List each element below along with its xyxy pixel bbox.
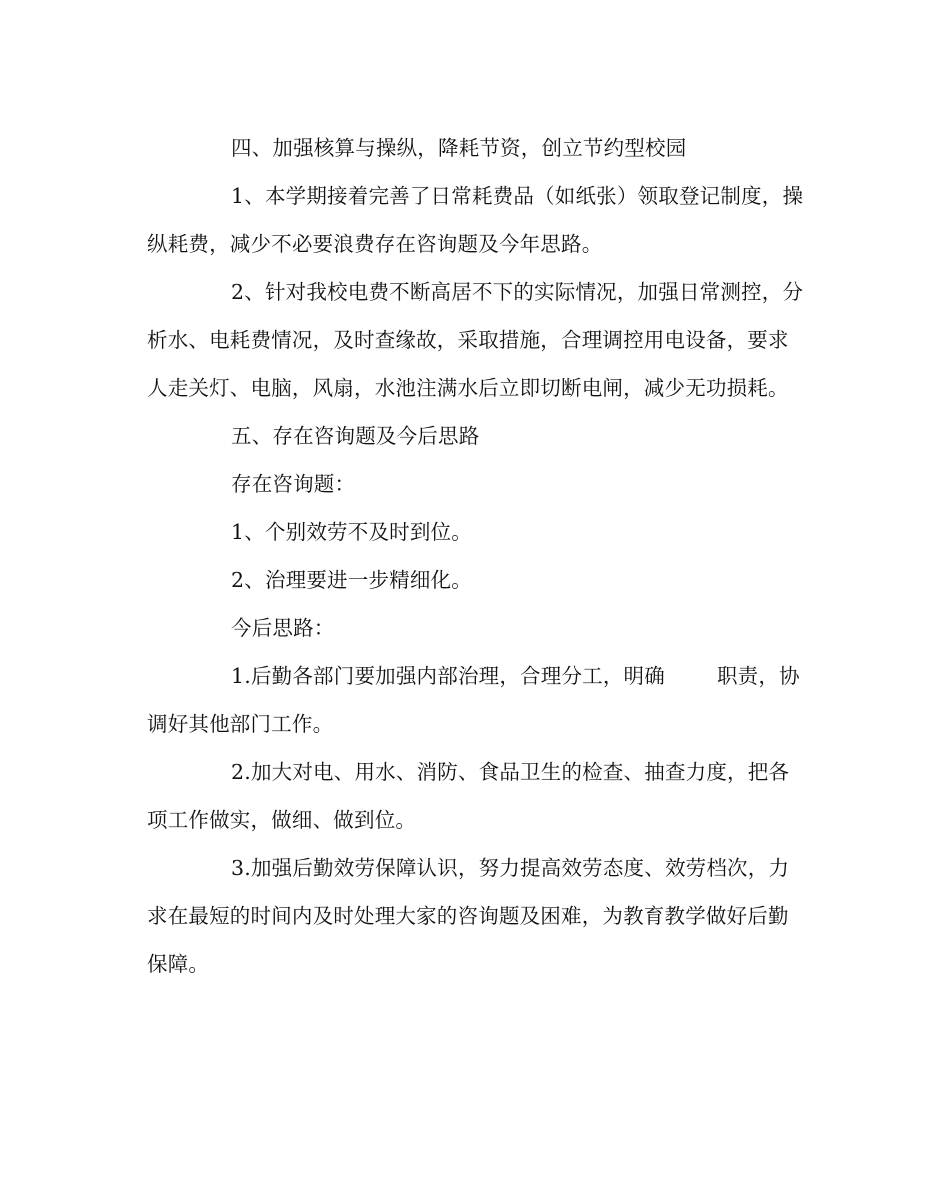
section-heading-five: 五、存在咨询题及今后思路 (231, 424, 480, 448)
issue-item-2: 2、治理要进一步精细化。 (231, 568, 472, 592)
future-subheading: 今后思路： (231, 616, 335, 640)
future-item-2: 2.加大对电、用水、消防、食品卫生的检查、抽查力度，把各项工作做实，做细、做到位。 (147, 760, 790, 832)
paragraph-item-2: 2、针对我校电费不断高居不下的实际情况，加强日常测控，分析水、电耗费情况，及时查缘故，采取措施，合理调控用电设备，要求人走关灯、电脑，风扇，水池注满水后立即切断电闸，减少无功损耗。 (147, 280, 804, 400)
issue-item-1: 1、个别效劳不及时到位。 (231, 520, 472, 544)
document-body (147, 124, 807, 988)
future-item-1 (147, 652, 807, 748)
paragraph-item-1: 1、本学期接着完善了日常耗费品（如纸张）领取登记制度，操纵耗费，减少不必要浪费存在咨询题及今年思路。 (147, 184, 804, 256)
section-heading-four: 四、加强核算与操纵，降耗节资，创立节约型校园 (231, 136, 687, 160)
future-item-1-part-a: 1.后勤各部门要加强内部治理，合理分工，明确 (231, 664, 665, 688)
issues-subheading: 存在咨询题： (231, 472, 356, 496)
future-item-1-part-b: 职责，协调好其他部门工作。 (147, 664, 800, 736)
future-item-3: 3.加强后勤效劳保障认识，努力提高效劳态度、效劳档次，力求在最短的时间内及时处理大家的咨询题及困难，为教育教学做好后勤保障。 (147, 856, 790, 976)
